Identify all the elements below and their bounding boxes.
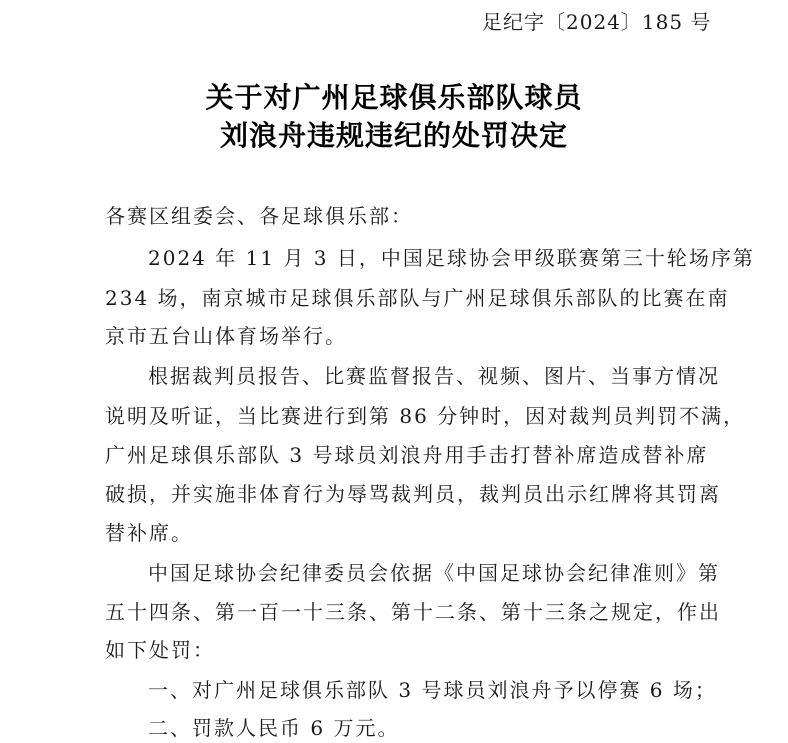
body-line: 中国足球协会纪律委员会依据《中国足球协会纪律准则》第 — [148, 561, 720, 585]
body-line: 广州足球俱乐部队 3 号球员刘浪舟用手击打替补席造成替补席 — [105, 443, 709, 467]
document-number: 足纪字〔2024〕185 号 — [482, 10, 712, 34]
body-line: 破损，并实施非体育行为辱骂裁判员，裁判员出示红牌将其罚离 — [105, 482, 721, 506]
penalty-item-1: 一、对广州足球俱乐部队 3 号球员刘浪舟予以停赛 6 场； — [148, 678, 717, 702]
penalty-item-2: 二、罚款人民币 6 万元。 — [148, 716, 400, 740]
salutation: 各赛区组委会、各足球俱乐部： — [105, 204, 413, 228]
document-title-line-2: 刘浪舟违规违纪的处罚决定 — [219, 119, 568, 152]
body-line: 说明及听证，当比赛进行到第 86 分钟时，因对裁判员判罚不满， — [105, 404, 746, 428]
document-title-line-1: 关于对广州足球俱乐部队球员 — [205, 81, 583, 114]
body-line: 五十四条、第一百一十三条、第十二条、第十三条之规定，作出 — [105, 600, 721, 624]
body-line: 2024 年 11 月 3 日，中国足球协会甲级联赛第三十轮场序第 — [148, 246, 755, 270]
body-line: 根据裁判员报告、比赛监督报告、视频、图片、当事方情况 — [148, 364, 720, 388]
body-line: 234 场，南京城市足球俱乐部队与广州足球俱乐部队的比赛在南 — [105, 286, 730, 310]
body-line: 替补席。 — [105, 521, 193, 545]
body-line: 京市五台山体育场举行。 — [105, 324, 347, 348]
body-line: 如下处罚： — [105, 638, 215, 662]
